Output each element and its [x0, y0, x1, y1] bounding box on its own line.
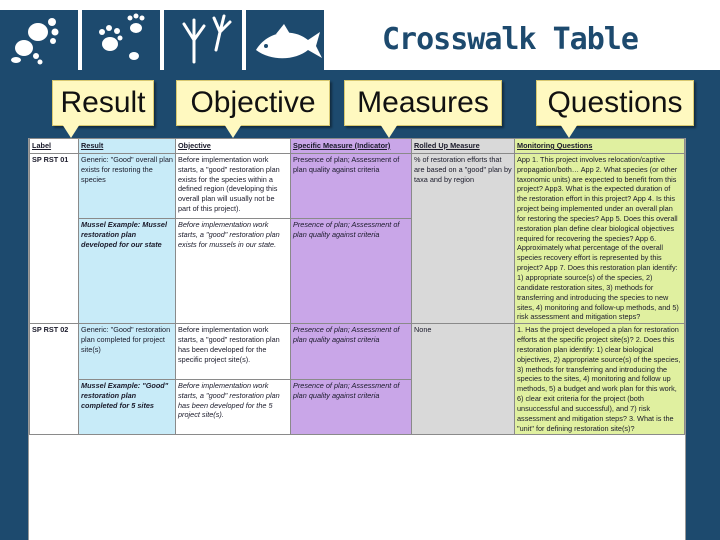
measure-generic-cell: Presence of plan; Assessment of plan quality against criteria [291, 324, 412, 380]
objective-example-cell: Before implementation work starts, a "good" restoration plan has been developed for the 5 project site(s). [176, 379, 291, 435]
objective-sticky-note: Objective [176, 80, 330, 126]
result-note-pointer [62, 124, 80, 138]
objective-generic-cell: Before implementation work starts, a "good" restoration plan has been developed for the specific project site(s). [176, 324, 291, 380]
measures-sticky-note: Measures [344, 80, 502, 126]
header-specific-measure: Specific Measure (Indicator) [291, 139, 412, 154]
header-monitoring-questions: Monitoring Questions [515, 139, 685, 154]
row-label: SP RST 01 [30, 153, 79, 323]
questions-cell: App 1. This project involves relocation/captive propagation/both… App 2. What species (or other taxonomic units) are expected to benefit from this project? App3. What is the expected duration of the restoration effort in this project? App 4. Is this project being implemented under an overall plan for restoring the species? App 5. Does this overall restoration plan define clear biological objectives required for recovering the species? App 6. Approximately what percentage of the overall species recovery effort is represented by this project? App 7. Does this restoration plan identify: 1) appropriate source(s) of the species, 2) candidate restoration sites, 3) methods for transferring and introducing the species to new sites, 4) monitoring and follow-up methods, and 5) risk assessment and mitigation steps? [515, 153, 685, 323]
row-label: SP RST 02 [30, 324, 79, 435]
crosswalk-table-container [28, 138, 686, 540]
bird-track-icon [164, 10, 242, 70]
top-banner [0, 0, 720, 70]
result-generic-cell [79, 153, 176, 218]
result-generic-text: Generic: "Good" overall plan exists for restoring the species [81, 154, 173, 184]
header-result: Result [79, 139, 176, 154]
table-header-row [30, 139, 685, 154]
questions-note-pointer [560, 124, 578, 138]
header-objective: Objective [176, 139, 291, 154]
objective-generic-cell: Before implementation work starts, a "good" restoration plan exists for the species within a defined region (developing this overall plan will usually not be part of this project). [176, 153, 291, 218]
crosswalk-table [29, 138, 685, 435]
table-row [30, 324, 685, 380]
fish-icon [246, 10, 324, 70]
measure-example-cell: Presence of plan; Assessment of plan quality against criteria [291, 218, 412, 323]
rolled-up-cell: None [412, 324, 515, 435]
result-sticky-note: Result [52, 80, 154, 126]
result-example-cell: Mussel Example: "Good" restoration plan completed for 5 sites [79, 379, 176, 435]
questions-sticky-note: Questions [536, 80, 694, 126]
paw-print-icon [82, 10, 160, 70]
header-label: Label [30, 139, 79, 154]
result-generic-cell: Generic: "Good" restoration plan completed for project site(s) [79, 324, 176, 380]
footprint-icon [0, 10, 78, 70]
measure-example-cell: Presence of plan; Assessment of plan quality against criteria [291, 379, 412, 435]
objective-note-pointer [224, 124, 242, 138]
page-title: Crosswalk Table [382, 22, 638, 57]
rolled-up-cell: % of restoration efforts that are based on a "good" plan by taxa and by region [412, 153, 515, 323]
table-row [30, 153, 685, 218]
objective-example-cell: Before implementation work starts, a "good" restoration plan exists for mussels in our state. [176, 218, 291, 323]
result-example-cell: Mussel Example: Mussel restoration plan developed for our state [79, 218, 176, 323]
measures-note-pointer [380, 124, 398, 138]
measure-generic-cell: Presence of plan; Assessment of plan quality against criteria [291, 153, 412, 218]
header-rolled-up-measure: Rolled Up Measure [412, 139, 515, 154]
questions-cell: 1. Has the project developed a plan for restoration efforts at the specific project site(s)? 2. Does this restoration plan identify: 1) clear biological objectives, 2) appropriate source(s) of the species, 3) methods for transferring and introducing the species to the sites, 4) monitoring and follow up methods, 5) a budget and work plan for this work, 6) clear exit criteria for the project (both unsuccessful and successful), and 7) risk assessment and mitigation steps? 3. What is the "unit" for defining restoration site(s)? [515, 324, 685, 435]
